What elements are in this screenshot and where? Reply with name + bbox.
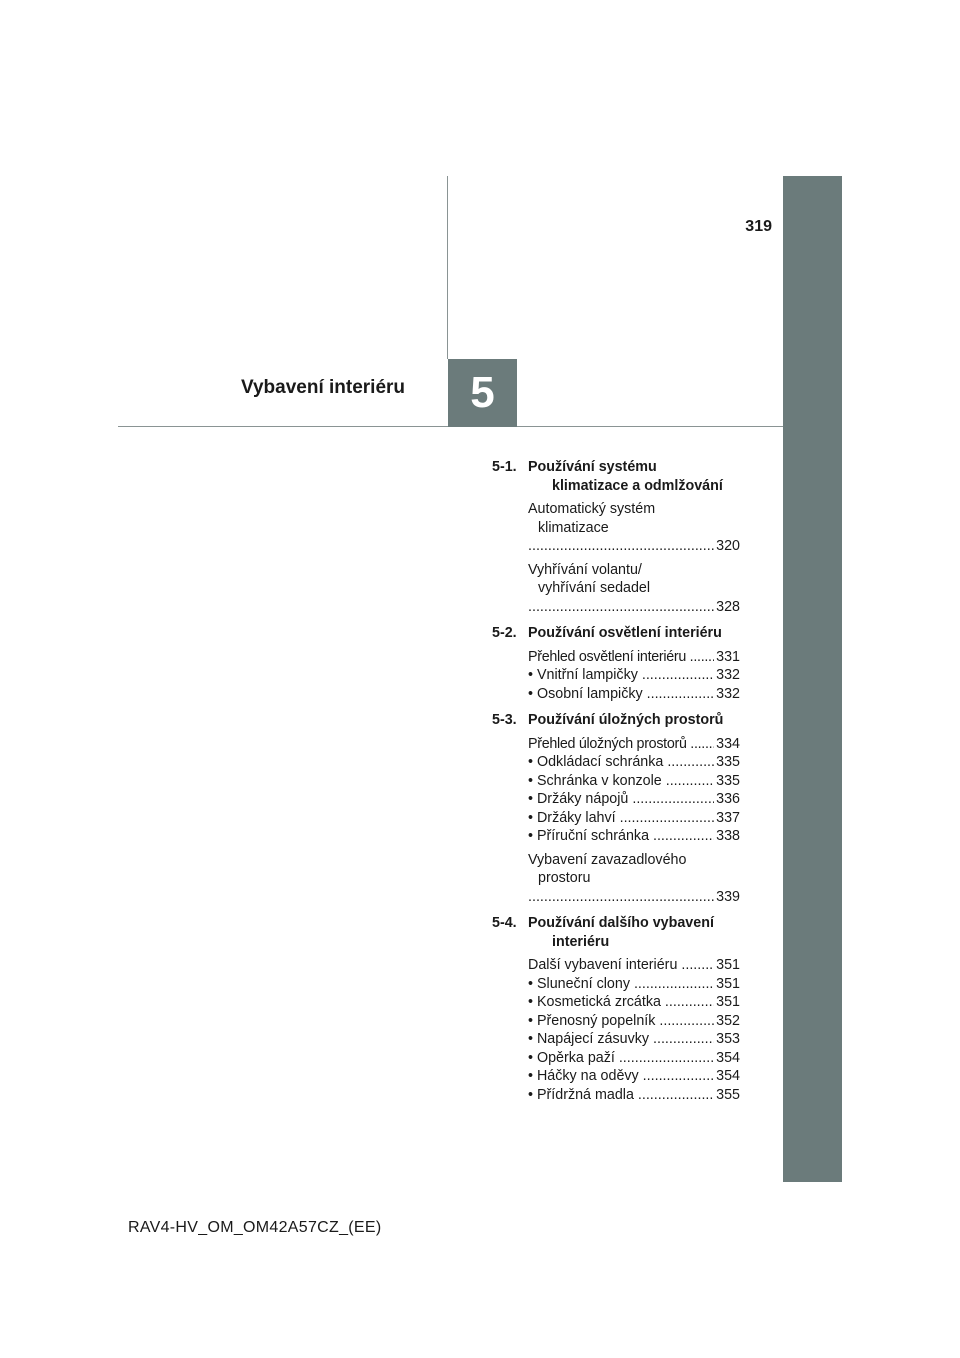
toc-entry[interactable]: [528, 809, 740, 828]
toc-entry[interactable]: [528, 1049, 740, 1068]
vertical-divider: [447, 176, 448, 359]
section-title: Používání osvětlení interiéru: [528, 625, 722, 641]
toc-section[interactable]: [492, 711, 740, 730]
toc-entry[interactable]: [528, 790, 740, 809]
entry-label: • Vnitřní lampičky .....: [528, 666, 714, 685]
toc-entry[interactable]: [528, 1086, 740, 1105]
entry-page: 320: [716, 538, 740, 554]
entry-page: 335: [716, 754, 740, 770]
toc-section[interactable]: [492, 624, 740, 643]
entry-page: 337: [716, 809, 740, 826]
entry-label: • Osobní lampičky .....: [528, 685, 714, 704]
toc-section[interactable]: [492, 458, 740, 495]
toc-entry[interactable]: [528, 1012, 740, 1031]
section-title: Používání dalšího vybavení interiéru: [528, 915, 714, 950]
chapter-number-box: 5: [448, 359, 517, 427]
chapter-title: Vybavení interiéru: [241, 377, 406, 398]
entry-label: Přehled úložných prostorů .....: [528, 735, 714, 754]
entry-page: 332: [716, 667, 740, 683]
toc-entry[interactable]: [528, 685, 740, 704]
entry-page: 352: [716, 1012, 740, 1029]
entry-page: 338: [716, 828, 740, 844]
entry-page: 339: [716, 888, 740, 905]
entry-page: 334: [716, 735, 740, 752]
entry-label: • Napájecí zásuvky .....: [528, 1030, 714, 1049]
entry-page: 353: [716, 1031, 740, 1047]
entry-label: • Držáky nápojů .....: [528, 790, 714, 809]
entry-label: Vybavení zavazadlového prostoru .....: [528, 851, 714, 907]
entry-label: • Schránka v konzole .....: [528, 772, 714, 791]
section-number: 5-3.: [492, 712, 517, 728]
toc-section[interactable]: [492, 914, 740, 951]
entry-label: Automatický systém klimatizace .....: [528, 500, 714, 556]
entry-label: • Odkládací schránka .....: [528, 753, 714, 772]
toc-entry[interactable]: [528, 500, 740, 556]
toc-entry[interactable]: [528, 1067, 740, 1086]
entry-label: • Příruční schránka .....: [528, 827, 714, 846]
entry-label: • Sluneční clony .....: [528, 975, 714, 994]
toc-entry[interactable]: [528, 975, 740, 994]
entry-label: • Přenosný popelník .....: [528, 1012, 714, 1031]
toc-entry[interactable]: [528, 666, 740, 685]
toc-entry[interactable]: [528, 827, 740, 846]
toc-entry[interactable]: [528, 956, 740, 975]
entry-page: 355: [716, 1086, 740, 1103]
entry-page: 336: [716, 791, 740, 807]
section-number: 5-1.: [492, 459, 517, 475]
toc-entry[interactable]: [528, 851, 740, 907]
entry-label: Přehled osvětlení interiéru .....: [528, 648, 714, 667]
entry-label: • Opěrka paží .....: [528, 1049, 714, 1068]
entry-label: • Přídržná madla .....: [528, 1086, 714, 1105]
entry-page: 354: [716, 1068, 740, 1084]
toc-entry[interactable]: [528, 753, 740, 772]
toc-entry[interactable]: [528, 561, 740, 617]
page-number: 319: [745, 218, 772, 235]
entry-page: 328: [716, 598, 740, 615]
entry-page: 332: [716, 685, 740, 702]
entry-label: • Kosmetická zrcátka .....: [528, 993, 714, 1012]
entry-page: 351: [716, 975, 740, 992]
entry-page: 354: [716, 1049, 740, 1066]
section-number: 5-2.: [492, 625, 517, 641]
chapter-side-tab: [783, 176, 842, 1182]
entry-label: • Držáky lahví .....: [528, 809, 714, 828]
entry-label: • Háčky na oděvy .....: [528, 1067, 714, 1086]
document-code: RAV4-HV_OM_OM42A57CZ_(EE): [128, 1219, 382, 1236]
entry-label: Vyhřívání volantu/ vyhřívání sedadel .....: [528, 561, 714, 617]
toc-entry[interactable]: [528, 1030, 740, 1049]
entry-label: Další vybavení interiéru .....: [528, 956, 714, 975]
toc-entry[interactable]: [528, 735, 740, 754]
entry-page: 335: [716, 772, 740, 789]
entry-page: 351: [716, 957, 740, 973]
entry-page: 351: [716, 994, 740, 1010]
toc-entry[interactable]: [528, 648, 740, 667]
table-of-contents: [492, 458, 740, 1104]
section-title: Používání úložných prostorů: [528, 712, 724, 728]
toc-entry[interactable]: [528, 993, 740, 1012]
section-title: Používání systému klimatizace a odmlžování: [528, 459, 723, 494]
toc-entry[interactable]: [528, 772, 740, 791]
entry-page: 331: [716, 648, 740, 665]
section-number: 5-4.: [492, 915, 517, 931]
